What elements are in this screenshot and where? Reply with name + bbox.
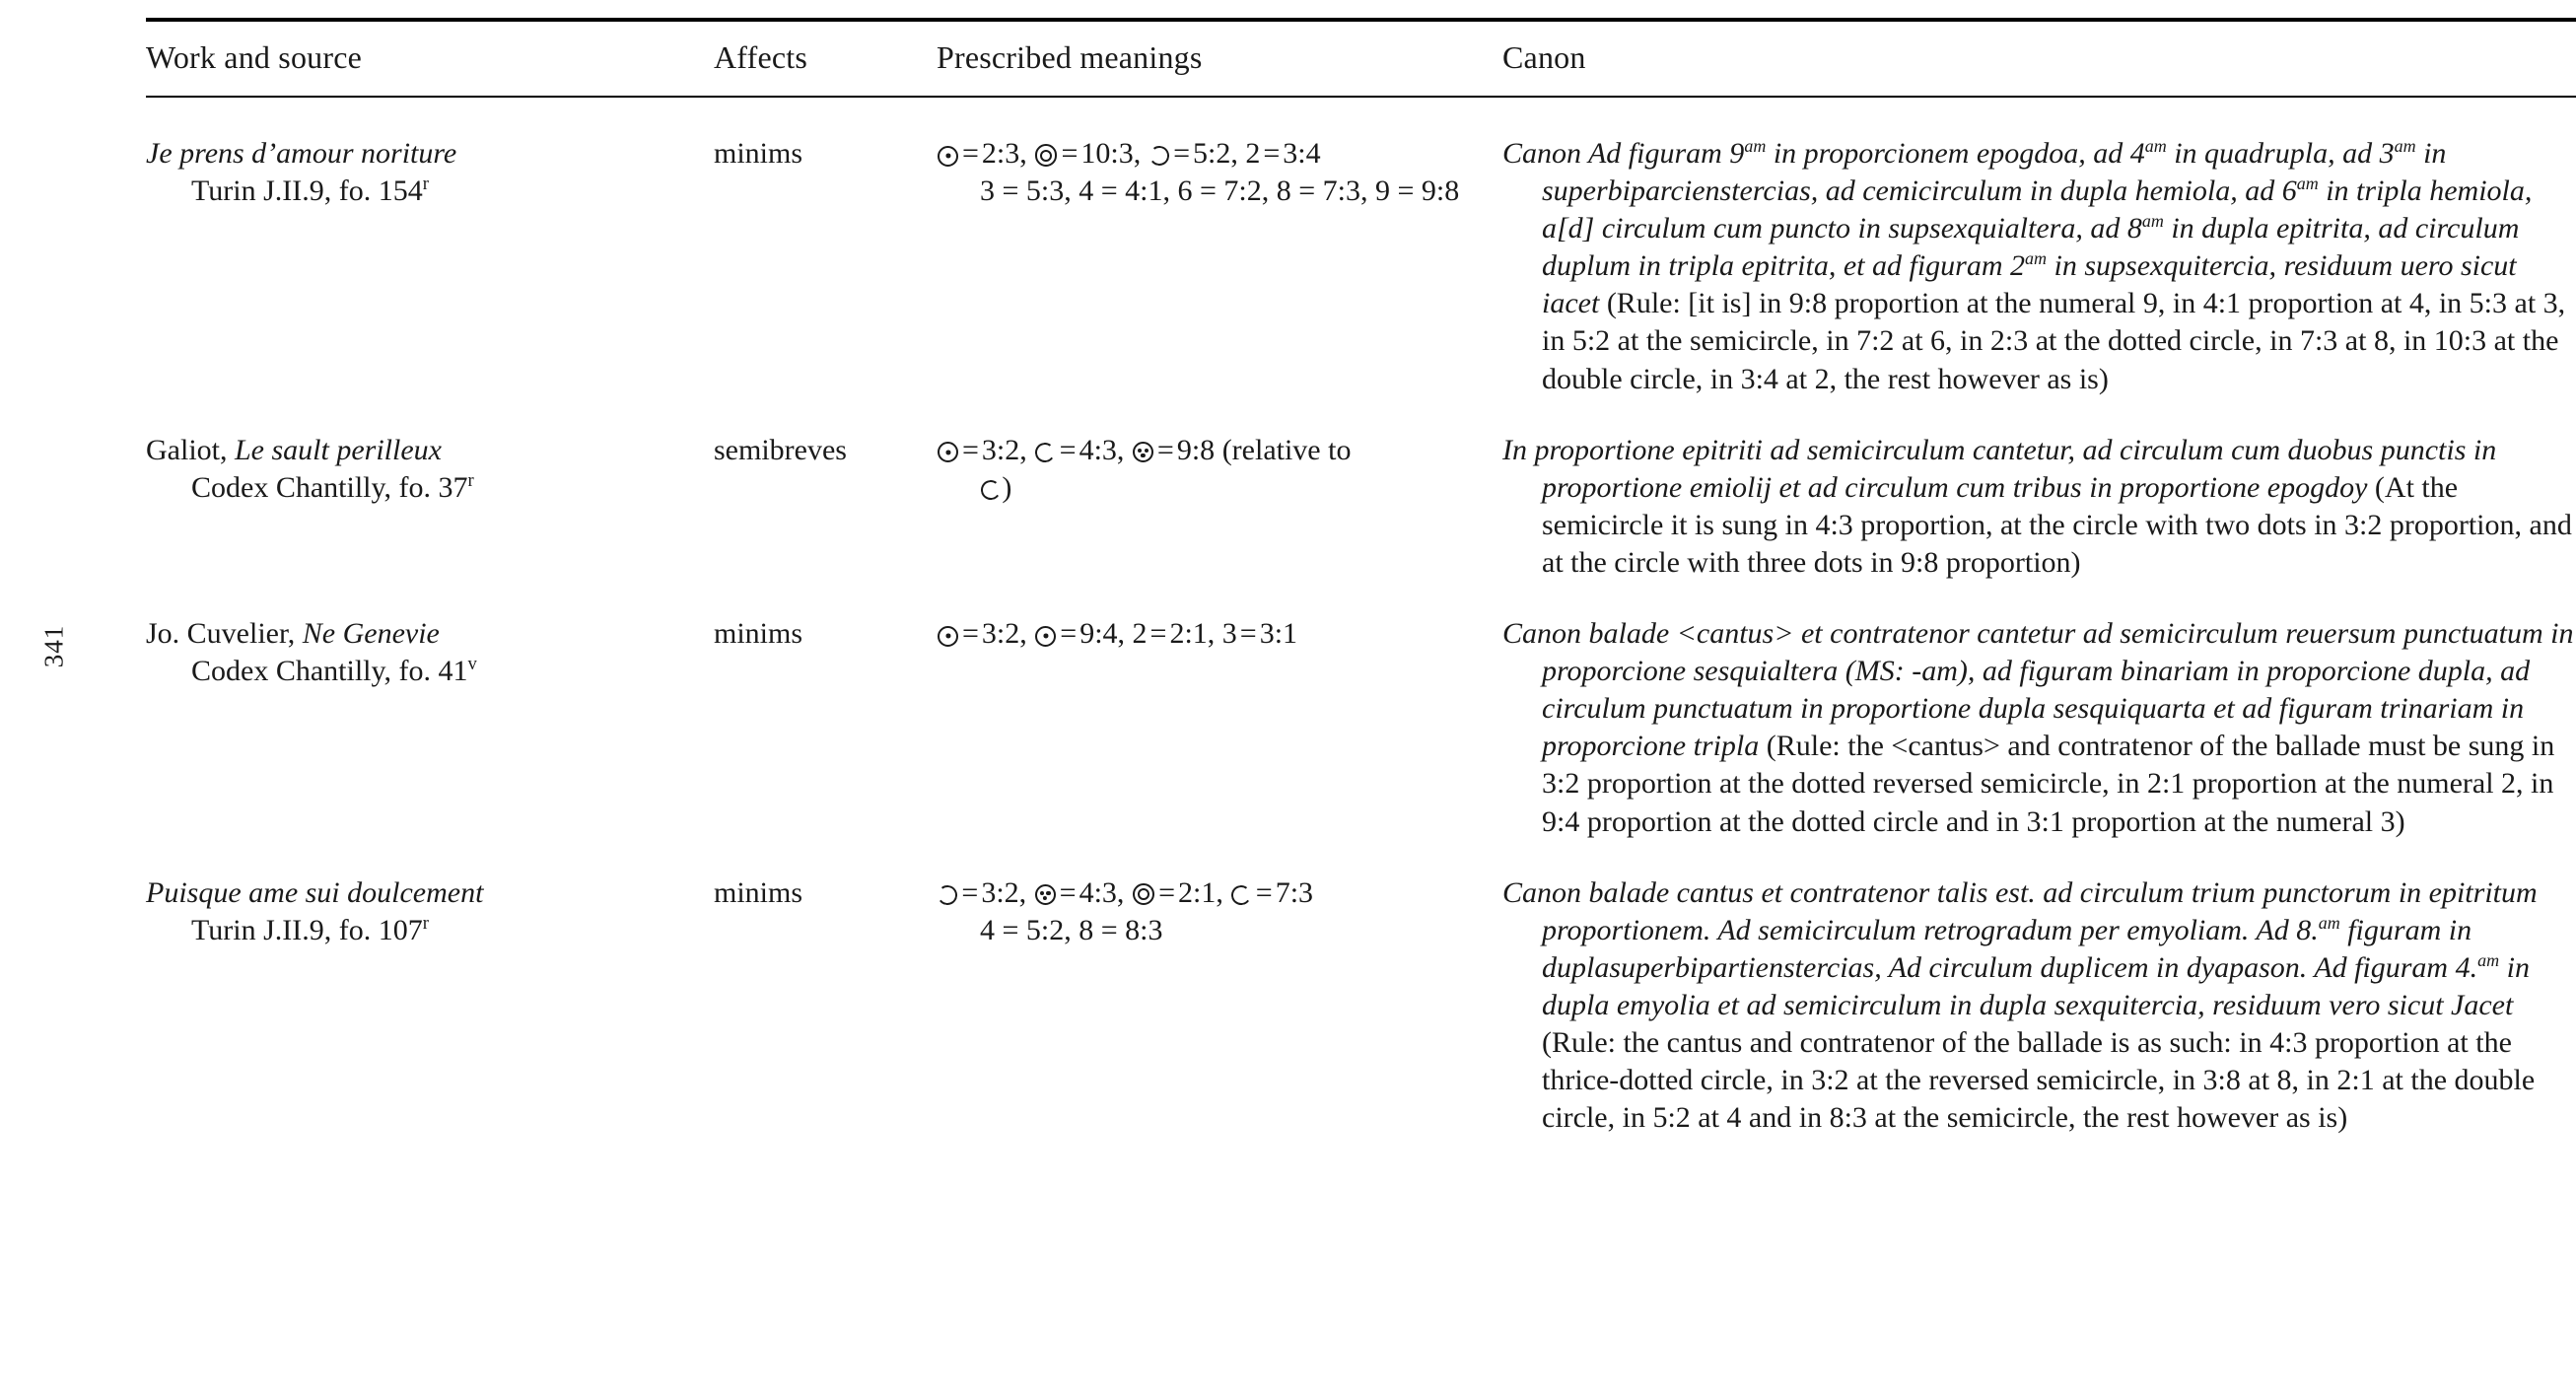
table-row — [146, 841, 2576, 1138]
canon-text-block — [1502, 874, 2576, 1138]
list-separator: , — [1133, 137, 1149, 170]
prescribed-ratio: 7:3 — [1275, 875, 1314, 909]
relative-note-open: (relative to — [1215, 433, 1352, 466]
cell-prescribed-meanings — [925, 582, 1487, 841]
semicircle-icon — [980, 479, 1003, 502]
prescribed-ratio: 2:1 — [1178, 875, 1217, 909]
work-source-line — [146, 173, 708, 210]
cell-work-and-source — [146, 582, 708, 841]
list-separator: , — [1019, 433, 1035, 466]
table-row — [146, 398, 2576, 582]
folio-side-marker: r — [422, 912, 429, 934]
prescribed-ratio: 9:4 — [1079, 617, 1118, 651]
list-separator: , — [1207, 617, 1222, 651]
cell-prescribed-meanings — [925, 841, 1487, 1138]
column-header-work-and-source: Work and source — [146, 39, 363, 75]
prescribed-ratio: 3:4 — [1283, 137, 1321, 170]
canon-latin-text: In proportione epitriti ad semicirculum cantetur, ad circulum cum duobus punctis in proportione emiolij et ad circulum cum tribus in proportione epogdoy — [1502, 433, 2497, 504]
list-separator: , — [1019, 617, 1035, 651]
canon-english-translation: (Rule: the cantus and contratenor of the ballade is as such: in 4:3 proportion at the thrice-dotted circle, in 3:2 at the reversed semicircle, in 3:8 at 8, in 2:1 at the double circle, in 5:2 at 4 and in 8:3 at the semicircle, the rest however as is) — [1542, 1025, 2536, 1135]
circle-with-dot-icon — [938, 442, 958, 462]
list-separator: , — [1117, 617, 1133, 651]
circle-with-dot-icon — [1035, 626, 1056, 647]
work-title: Le sault perilleux — [235, 433, 442, 466]
prescribed-line: 3 = 5:3, 4 = 4:1, 6 = 7:2, 8 = 7:3, 9 = 9:8 — [980, 174, 1460, 208]
relative-note-line — [937, 469, 1487, 507]
table-header — [146, 22, 2576, 96]
work-source-line — [146, 912, 708, 949]
work-title: Je prens d’amour noriture — [146, 137, 457, 170]
semicircle-icon — [1034, 442, 1057, 464]
equals-sign: = — [961, 875, 979, 909]
column-header-canon: Canon — [1502, 39, 1586, 75]
prescribed-ratio: 3:2 — [981, 433, 1020, 466]
circle-with-three-dots-icon — [1035, 884, 1056, 905]
prescribed-line — [937, 615, 1487, 653]
prescribed-ratio: 4:3 — [1079, 433, 1117, 466]
table-row — [146, 98, 2576, 398]
equals-sign: = — [962, 433, 979, 466]
work-title-line — [146, 615, 708, 653]
cell-prescribed-meanings — [925, 398, 1487, 582]
prescribed-ratio: 5:2 — [1193, 137, 1231, 170]
list-separator: , — [1116, 875, 1132, 909]
prescribed-ratio: 3:2 — [981, 875, 1019, 909]
equals-sign: = — [1255, 875, 1273, 909]
cell-canon — [1487, 582, 2576, 841]
affects-value: minims — [714, 875, 803, 909]
double-circle-icon — [1035, 144, 1057, 166]
list-separator: , — [1018, 875, 1034, 909]
circle-with-three-dots-icon — [1133, 442, 1153, 462]
canon-text-block — [1502, 135, 2576, 398]
table-body — [146, 98, 2576, 1137]
work-source-text: Codex Chantilly, fo. 41 — [191, 655, 468, 688]
prescribed-ratio: 3:2 — [981, 617, 1020, 651]
data-table — [146, 22, 2576, 96]
reversed-semicircle-icon — [937, 883, 959, 906]
work-title-line — [146, 874, 708, 912]
equals-sign: = — [962, 617, 979, 651]
prescribed-numeral: 2 — [1245, 137, 1261, 170]
equals-sign: = — [962, 137, 979, 170]
work-source-text: Codex Chantilly, fo. 37 — [191, 470, 468, 504]
work-source-line — [146, 469, 708, 507]
work-source-text: Turin J.II.9, fo. 107 — [191, 913, 423, 946]
double-circle-icon — [1133, 883, 1154, 905]
work-author: Jo. Cuvelier, — [146, 617, 303, 651]
equals-sign: = — [1059, 433, 1077, 466]
canon-latin-text: Canon balade cantus et contratenor talis est. ad circulum trium punctorum in epitritum proportionem. Ad semicirculum retrogradum per emyoliam. Ad 8.$^{am}$ figuram in duplasuperbipartienstercias, Ad circulum duplicem in dyapason. Ad figuram 4.$^{am}$ in dupla emyolia et ad semicirculum in dupla sexquitercia, residuum vero sicut Jacet — [1502, 875, 2538, 1021]
cell-work-and-source — [146, 841, 708, 1138]
prescribed-ratio: 2:3 — [981, 137, 1020, 170]
page-folio-number: 341 — [38, 624, 69, 668]
affects-value: semibreves — [714, 433, 847, 466]
prescribed-numeral: 2 — [1132, 617, 1148, 651]
semicircle-icon — [1230, 883, 1253, 906]
cell-work-and-source — [146, 398, 708, 582]
work-source-text: Turin J.II.9, fo. 154 — [191, 174, 423, 208]
list-separator: , — [1019, 137, 1035, 170]
dotted-reversed-semicircle-icon — [938, 626, 958, 647]
prescribed-line — [937, 135, 1487, 173]
equals-sign: = — [1239, 617, 1257, 651]
prescribed-ratio: 9:8 — [1176, 433, 1216, 466]
work-title: Ne Genevie — [302, 617, 440, 651]
cell-affects — [708, 841, 925, 1138]
cell-canon — [1487, 841, 2576, 1138]
table-row — [146, 582, 2576, 841]
canon-text-block — [1502, 615, 2576, 841]
equals-sign: = — [1060, 617, 1078, 651]
cell-affects — [708, 98, 925, 398]
prescribed-ratio: 3:1 — [1259, 617, 1298, 651]
cell-canon — [1487, 398, 2576, 582]
prescribed-ratio: 2:1 — [1169, 617, 1208, 651]
work-author: Galiot, — [146, 433, 235, 466]
cell-canon — [1487, 98, 2576, 398]
list-separator: , — [1116, 433, 1132, 466]
canon-english-translation: (Rule: [it is] in 9:8 proportion at the numeral 9, in 4:1 proportion at 4, in 5:3 at 3, in 5:2 at the semicircle, in 7:2 at 6, in 2:3 at the dotted circle, in 7:3 at 8, in 10:3 at the double circle, in 3:4 at 2, the rest however as is) — [1542, 287, 2566, 395]
relative-note-close: ) — [1002, 470, 1012, 504]
equals-sign: = — [1156, 433, 1174, 466]
column-header-prescribed-meanings: Prescribed meanings — [937, 39, 1203, 75]
folio-side-marker: r — [467, 469, 474, 491]
reversed-semicircle-icon — [1148, 145, 1170, 168]
cell-affects — [708, 582, 925, 841]
list-separator: , — [1216, 875, 1231, 909]
prescribed-ratio: 4:3 — [1079, 875, 1117, 909]
prescribed-line: 4 = 5:2, 8 = 8:3 — [980, 913, 1163, 946]
work-title-line — [146, 135, 708, 173]
cell-work-and-source — [146, 98, 708, 398]
column-header-affects: Affects — [714, 39, 807, 75]
equals-sign: = — [1173, 137, 1191, 170]
canon-text-block — [1502, 432, 2576, 582]
circle-with-dot-icon — [938, 146, 958, 167]
affects-value: minims — [714, 617, 803, 651]
prescribed-numeral: 3 — [1221, 617, 1237, 651]
cell-affects — [708, 398, 925, 582]
folio-side-marker: v — [467, 654, 477, 675]
canon-english-translation: (Rule: the <cantus> and contratenor of the ballade must be sung in 3:2 proportion at the dotted reversed semicircle, in 2:1 proportion at the numeral 2, in 9:4 proportion at the dotted circle and in 3:1 proportion at the numeral 3) — [1542, 730, 2555, 838]
work-title-line — [146, 432, 708, 469]
equals-sign: = — [1059, 875, 1077, 909]
cell-prescribed-meanings — [925, 98, 1487, 398]
list-separator: , — [1230, 137, 1246, 170]
work-source-line — [146, 653, 708, 690]
affects-value: minims — [714, 137, 803, 170]
canon-latin-text: Canon Ad figuram $9^{am}$ in proporcionem epogdoa, ad $4^{am}$ in quadrupla, ad $3^{am}$ in superbiparcienstercias, ad cemicirculum in dupla hemiola, ad $6^{am}$ in tripla hemiola, a[d] circulum cum puncto in supsexquialtera, ad $8^{am}$ in dupla epitrita, ad circulum duplum in tripla epitrita, et ad figuram $2^{am}$ in supsexquitercia, residuum uero sicut iacet — [1502, 136, 2533, 320]
canon-latin-text: Canon balade <cantus> et contratenor cantetur ad semicirculum reuersum punctuatum in proporcione sesquialtera (MS: -am), ad figuram binariam in proporcione dupla, ad circulum punctuatum in proportione dupla sesquiquarta et ad figuram trinariam in proporcione tripla — [1502, 617, 2574, 763]
table-container — [146, 0, 2576, 1137]
folio-side-marker: r — [422, 174, 429, 195]
work-title: Puisque ame sui doulcement — [146, 875, 484, 909]
equals-sign: = — [1061, 137, 1079, 170]
prescribed-line — [937, 874, 1487, 912]
prescribed-line — [937, 432, 1487, 469]
equals-sign: = — [1263, 137, 1281, 170]
header-row — [146, 22, 2576, 96]
data-table-body — [146, 98, 2576, 1137]
canon-english-translation: (At the semicircle it is sung in 4:3 proportion, at the circle with two dots in 3:2 proportion, and at the circle with three dots in 9:8 proportion) — [1542, 470, 2572, 579]
prescribed-ratio: 10:3 — [1080, 137, 1134, 170]
equals-sign: = — [1158, 875, 1176, 909]
equals-sign: = — [1149, 617, 1167, 651]
